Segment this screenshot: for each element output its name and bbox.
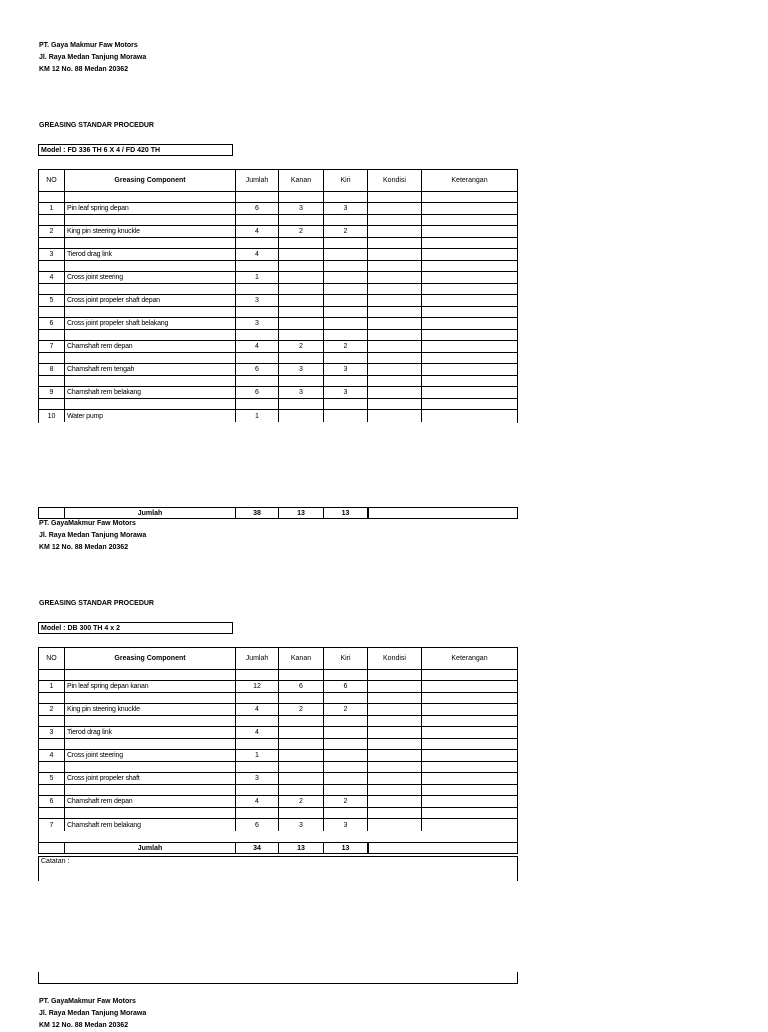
row-jumlah: 6 — [236, 819, 279, 831]
spacer-row — [39, 376, 517, 387]
row-kiri — [324, 750, 368, 761]
notes-box-bottom — [38, 972, 518, 984]
header-kanan: Kanan — [279, 648, 324, 669]
row-jumlah: 3 — [236, 295, 279, 306]
row-kondisi — [368, 249, 422, 260]
table-row — [39, 704, 517, 716]
table-row — [39, 203, 517, 215]
row-kiri — [324, 318, 368, 329]
row-jumlah: 4 — [236, 727, 279, 738]
row-no: 4 — [39, 272, 65, 283]
header-kiri: Kiri — [324, 170, 368, 191]
row-jumlah: 3 — [236, 318, 279, 329]
header-no: NO — [39, 170, 65, 191]
row-kiri: 2 — [324, 226, 368, 237]
row-no: 8 — [39, 364, 65, 375]
header-kondisi: Kondisi — [368, 648, 422, 669]
table-row — [39, 226, 517, 238]
row-kondisi — [368, 318, 422, 329]
table-row — [39, 750, 517, 762]
row-keterangan — [422, 226, 517, 237]
spacer-row — [39, 739, 517, 750]
header-kiri: Kiri — [324, 648, 368, 669]
row-kanan: 2 — [279, 341, 324, 352]
row-kondisi — [368, 750, 422, 761]
document-title: GREASING STANDAR PROCEDUR — [39, 600, 154, 607]
row-jumlah: 6 — [236, 387, 279, 398]
company-address: Jl. Raya Medan Tanjung Morawa — [39, 54, 147, 61]
total-kanan: 13 — [279, 508, 324, 518]
row-jumlah: 12 — [236, 681, 279, 692]
row-component: Cross joint steering — [65, 272, 236, 283]
row-kiri — [324, 295, 368, 306]
row-no: 5 — [39, 295, 65, 306]
row-component: Chamshaft rem belakang — [65, 387, 236, 398]
row-keterangan — [422, 387, 517, 398]
row-keterangan — [422, 318, 517, 329]
model-label: Model : FD 336 TH 6 X 4 / FD 420 TH — [38, 144, 233, 156]
row-no: 9 — [39, 387, 65, 398]
row-kiri — [324, 410, 368, 422]
row-jumlah: 4 — [236, 249, 279, 260]
row-kanan: 2 — [279, 704, 324, 715]
row-kondisi — [368, 341, 422, 352]
row-component: Chamshaft rem belakang — [65, 819, 236, 831]
company-name: PT. GayaMakmur Faw Motors — [39, 520, 136, 527]
spacer-row — [39, 762, 517, 773]
company-address-2: KM 12 No. 88 Medan 20362 — [39, 1022, 129, 1029]
row-component: Cross joint propeler shaft belakang — [65, 318, 236, 329]
spacer-row — [39, 307, 517, 318]
row-no: 7 — [39, 341, 65, 352]
row-keterangan — [422, 819, 517, 831]
row-no: 3 — [39, 249, 65, 260]
table-row — [39, 341, 517, 353]
row-kiri: 3 — [324, 364, 368, 375]
row-jumlah: 4 — [236, 341, 279, 352]
row-keterangan — [422, 249, 517, 260]
row-kiri: 3 — [324, 387, 368, 398]
row-kondisi — [368, 295, 422, 306]
row-keterangan — [422, 272, 517, 283]
row-jumlah: 1 — [236, 410, 279, 422]
company-address: Jl. Raya Medan Tanjung Morawa — [39, 532, 147, 539]
table-row — [39, 249, 517, 261]
spacer-row — [39, 399, 517, 410]
row-kanan — [279, 272, 324, 283]
row-kanan — [279, 318, 324, 329]
row-component: Tierod drag link — [65, 727, 236, 738]
spacer-row — [39, 785, 517, 796]
spacer-row — [39, 284, 517, 295]
notes-label: Catatan : — [41, 858, 70, 865]
row-kanan: 3 — [279, 203, 324, 214]
header-keterangan: Keterangan — [451, 655, 488, 662]
row-keterangan — [422, 410, 517, 422]
notes-box — [38, 856, 518, 881]
row-kondisi — [368, 773, 422, 784]
row-jumlah: 4 — [236, 796, 279, 807]
total-kiri: 13 — [324, 508, 368, 518]
total-kiri: 13 — [324, 843, 368, 853]
spacer-row — [39, 238, 517, 249]
row-kondisi — [368, 226, 422, 237]
row-kiri: 3 — [324, 203, 368, 214]
row-keterangan — [422, 364, 517, 375]
row-kiri: 2 — [324, 704, 368, 715]
row-no: 1 — [39, 203, 65, 214]
row-kanan: 3 — [279, 819, 324, 831]
total-jumlah: 34 — [236, 843, 279, 853]
row-keterangan — [422, 295, 517, 306]
header-kondisi: Kondisi — [368, 170, 422, 191]
company-address: Jl. Raya Medan Tanjung Morawa — [39, 1010, 147, 1017]
row-component: King pin steering knuckle — [65, 704, 236, 715]
total-jumlah: 38 — [236, 508, 279, 518]
spacer-row — [39, 215, 517, 226]
spacer-row — [39, 716, 517, 727]
row-keterangan — [422, 203, 517, 214]
row-kondisi — [368, 819, 422, 831]
row-kanan: 3 — [279, 387, 324, 398]
row-kanan — [279, 727, 324, 738]
row-kondisi — [368, 727, 422, 738]
row-jumlah: 3 — [236, 773, 279, 784]
row-no: 3 — [39, 727, 65, 738]
row-keterangan — [422, 704, 517, 715]
row-kanan — [279, 773, 324, 784]
table-row — [39, 364, 517, 376]
row-kondisi — [368, 387, 422, 398]
row-kiri — [324, 249, 368, 260]
row-component: Tierod drag link — [65, 249, 236, 260]
row-component: King pin steering knuckle — [65, 226, 236, 237]
row-component: Chamshaft rem depan — [65, 341, 236, 352]
spacer-row — [39, 353, 517, 364]
spacer-row — [39, 693, 517, 704]
header-no: NO — [39, 648, 65, 669]
row-kanan — [279, 295, 324, 306]
table-header-row — [39, 648, 517, 670]
header-keterangan: Keterangan — [451, 177, 488, 184]
row-component: Chamshaft rem depan — [65, 796, 236, 807]
row-component: Cross joint steering — [65, 750, 236, 761]
row-no: 5 — [39, 773, 65, 784]
row-keterangan — [422, 727, 517, 738]
row-component: Chamshaft rem tengah — [65, 364, 236, 375]
row-no: 4 — [39, 750, 65, 761]
row-kanan: 3 — [279, 364, 324, 375]
greasing-table-1 — [38, 169, 518, 423]
total-row-2 — [38, 842, 518, 854]
table-row — [39, 410, 517, 422]
row-kiri — [324, 272, 368, 283]
row-keterangan — [422, 796, 517, 807]
spacer-row — [39, 330, 517, 341]
table-row — [39, 727, 517, 739]
table-row — [39, 387, 517, 399]
header-jumlah: Jumlah — [236, 170, 279, 191]
header-jumlah: Jumlah — [236, 648, 279, 669]
row-kondisi — [368, 203, 422, 214]
row-kondisi — [368, 796, 422, 807]
row-no: 6 — [39, 318, 65, 329]
row-no: 7 — [39, 819, 65, 831]
row-kanan — [279, 249, 324, 260]
row-component: Pin leaf spring depan kanan — [65, 681, 236, 692]
total-label: Jumlah — [65, 843, 236, 853]
row-kiri: 2 — [324, 796, 368, 807]
row-keterangan — [422, 773, 517, 784]
row-kondisi — [368, 410, 422, 422]
row-jumlah: 6 — [236, 203, 279, 214]
table-row — [39, 295, 517, 307]
row-component: Water pump — [65, 410, 236, 422]
table-row — [39, 318, 517, 330]
row-jumlah: 6 — [236, 364, 279, 375]
spacer-row — [39, 670, 517, 681]
row-jumlah: 4 — [236, 704, 279, 715]
row-kondisi — [368, 364, 422, 375]
table-row — [39, 681, 517, 693]
row-kiri — [324, 773, 368, 784]
row-kondisi — [368, 272, 422, 283]
company-name: PT. Gaya Makmur Faw Motors — [39, 42, 138, 49]
row-kiri — [324, 727, 368, 738]
total-label: Jumlah — [65, 508, 236, 518]
row-no: 10 — [39, 410, 65, 422]
row-kanan: 6 — [279, 681, 324, 692]
table-row — [39, 796, 517, 808]
row-keterangan — [422, 681, 517, 692]
row-jumlah: 4 — [236, 226, 279, 237]
spacer-row — [39, 808, 517, 819]
row-kondisi — [368, 704, 422, 715]
company-address-2: KM 12 No. 88 Medan 20362 — [39, 544, 129, 551]
row-component: Cross joint propeler shaft — [65, 773, 236, 784]
spacer-row — [39, 261, 517, 272]
row-keterangan — [422, 341, 517, 352]
document-title: GREASING STANDAR PROCEDUR — [39, 122, 154, 129]
company-address-2: KM 12 No. 88 Medan 20362 — [39, 66, 129, 73]
header-kanan: Kanan — [279, 170, 324, 191]
header-component: Greasing Component — [65, 648, 236, 669]
spacer-row — [39, 192, 517, 203]
row-kondisi — [368, 681, 422, 692]
greasing-table-2 — [38, 647, 518, 842]
row-no: 2 — [39, 226, 65, 237]
total-kanan: 13 — [279, 843, 324, 853]
row-kiri: 3 — [324, 819, 368, 831]
row-kanan — [279, 410, 324, 422]
row-kanan — [279, 750, 324, 761]
row-kiri: 6 — [324, 681, 368, 692]
row-kanan: 2 — [279, 226, 324, 237]
row-no: 6 — [39, 796, 65, 807]
row-component: Pin leaf spring depan — [65, 203, 236, 214]
header-component: Greasing Component — [65, 170, 236, 191]
table-row — [39, 819, 517, 831]
table-row — [39, 272, 517, 284]
company-name: PT. GayaMakmur Faw Motors — [39, 998, 136, 1005]
row-keterangan — [422, 750, 517, 761]
row-jumlah: 1 — [236, 272, 279, 283]
row-no: 1 — [39, 681, 65, 692]
row-jumlah: 1 — [236, 750, 279, 761]
model-label: Model : DB 300 TH 4 x 2 — [38, 622, 233, 634]
row-kiri: 2 — [324, 341, 368, 352]
table-header-row — [39, 170, 517, 192]
row-no: 2 — [39, 704, 65, 715]
row-component: Cross joint propeler shaft depan — [65, 295, 236, 306]
row-kanan: 2 — [279, 796, 324, 807]
table-row — [39, 773, 517, 785]
